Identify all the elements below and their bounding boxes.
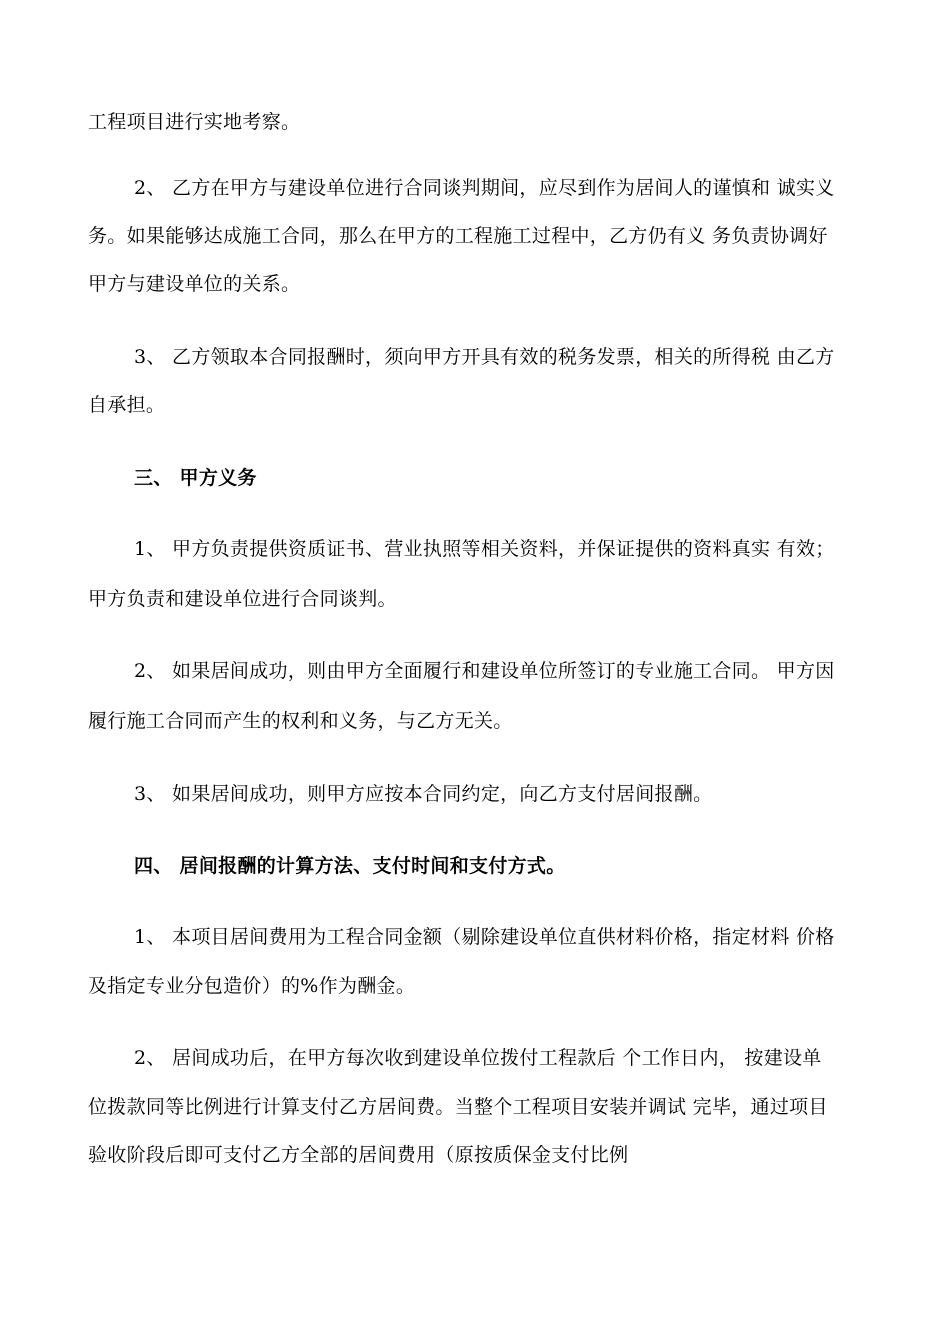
paragraph-line: 工程项目进行实地考察。 [88, 111, 301, 133]
section-heading: 四、 居间报酬的计算方法、支付时间和支付方式。 [134, 855, 566, 877]
paragraph-line: 2、 如果居间成功，则由甲方全面履行和建设单位所签订的专业施工合同。 甲方因 [134, 660, 835, 682]
paragraph-line: 1、 本项目居间费用为工程合同金额（剔除建设单位直供材料价格，指定材料 价格 [134, 926, 835, 948]
paragraph-line: 3、 如果居间成功，则甲方应按本合同约定，向乙方支付居间报酬。 [134, 783, 713, 805]
paragraph-line: 1、 甲方负责提供资质证书、营业执照等相关资料，并保证提供的资料真实 有效； [134, 538, 835, 560]
paragraph-line: 位拨款同等比例进行计算支付乙方居间费。当整个工程项目安装并调试 完毕，通过项目 [88, 1096, 828, 1118]
paragraph-line: 及指定专业分包造价）的%作为酬金。 [88, 975, 416, 997]
paragraph-line: 甲方与建设单位的关系。 [88, 273, 301, 295]
paragraph-line: 务。如果能够达成施工合同，那么在甲方的工程施工过程中，乙方仍有义 务负责协调好 [88, 225, 828, 247]
section-heading: 三、 甲方义务 [134, 467, 257, 489]
paragraph-line: 甲方负责和建设单位进行合同谈判。 [88, 588, 397, 610]
paragraph-line: 自承担。 [88, 394, 166, 416]
paragraph-line: 3、 乙方领取本合同报酬时，须向甲方开具有效的税务发票，相关的所得税 由乙方 [134, 346, 835, 368]
paragraph-line: 2、 乙方在甲方与建设单位进行合同谈判期间，应尽到作为居间人的谨慎和 诚实义 [134, 177, 835, 199]
paragraph-line: 2、 居间成功后，在甲方每次收到建设单位拨付工程款后 个工作日内， 按建设单 [134, 1047, 822, 1069]
paragraph-line: 验收阶段后即可支付乙方全部的居间费用（原按质保金支付比例 [88, 1144, 629, 1166]
paragraph-line: 履行施工合同而产生的权利和义务，与乙方无关。 [88, 710, 513, 732]
